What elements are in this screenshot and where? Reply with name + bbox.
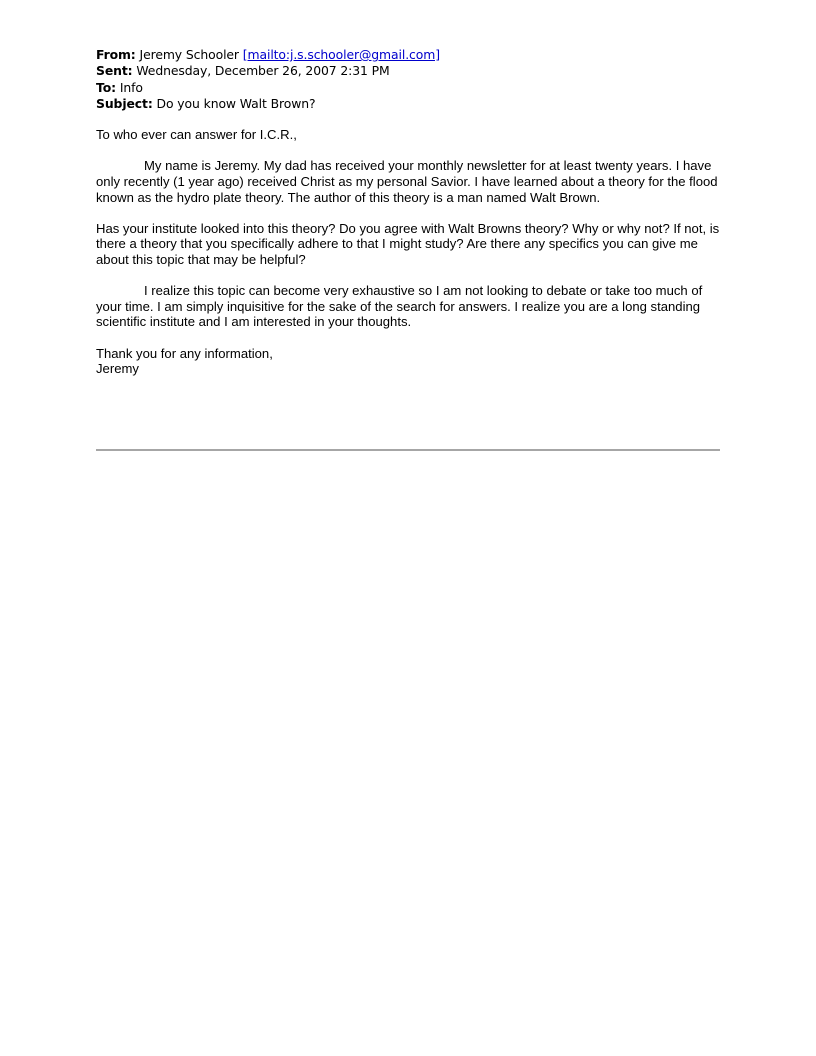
signature: Jeremy [96,361,139,377]
paragraph-2: Has your institute looked into this theory? Do you agree with Walt Browns theory? Why or why not? If not, is there a theory that you specifically adhere to that I might study? Are there any specifics you can give me about this topic that may be helpful? [96,220,720,267]
from-mailto-link[interactable]: [mailto:j.s.schooler@gmail.com] [242,47,440,62]
to-value: Info [119,79,143,95]
closing-text: Thank you for any information, [96,345,273,361]
to-row [96,80,720,96]
subject-value: Do you know Walt Brown? [156,95,316,111]
paragraph-1: My name is Jeremy. My dad has received your monthly newsletter for at least twenty years. I have only recently (1 year ago) received Christ as my personal Savior. I have learned about a theory for the flood known as the hydro plate theory. The author of this theory is a man named Walt Brown. [96,158,718,205]
closing-line [96,346,720,377]
from-row [96,47,720,63]
email-body [96,127,720,377]
email-printout [96,47,720,377]
subject-row [96,96,720,112]
sent-label: Sent: [96,63,133,79]
sent-value: Wednesday, December 26, 2007 2:31 PM [136,63,390,79]
from-label: From: [96,47,136,62]
paragraph-3: I realize this topic can become very exhaustive so I am not looking to debate or take too much of your time. I am simply inquisitive for the sake of the search for answers. I realize you are a long standing scientific institute and I am interested in your thoughts. [96,283,703,330]
greeting: To who ever can answer for I.C.R., [96,127,297,143]
to-label: To: [96,79,116,95]
from-name: Jeremy Schooler [139,47,239,62]
sent-row [96,63,720,79]
subject-label: Subject: [96,95,153,111]
horizontal-rule [96,449,720,451]
email-header [96,47,720,112]
